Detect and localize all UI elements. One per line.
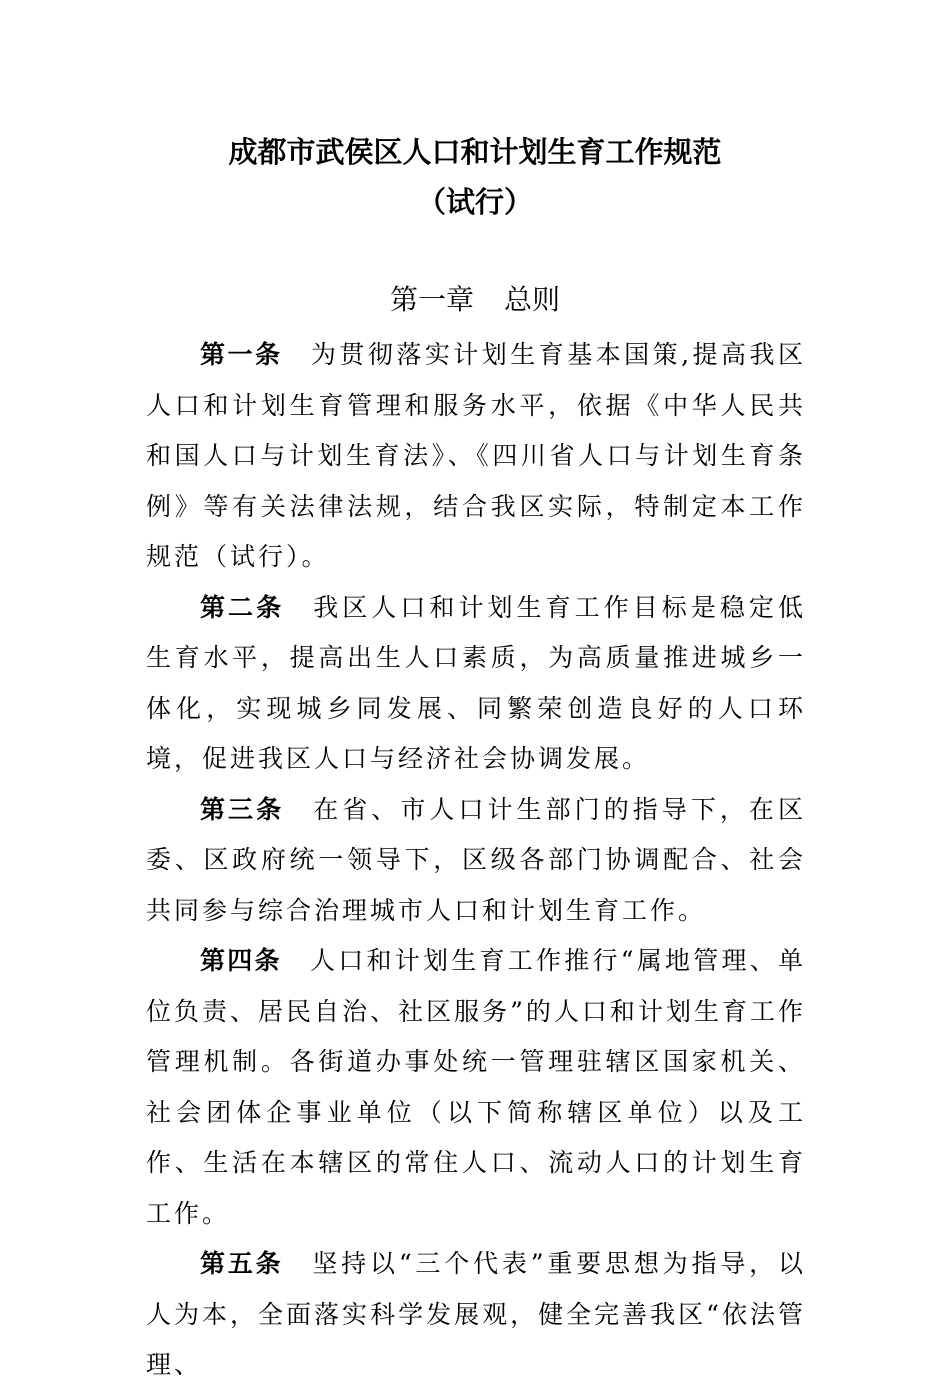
article-text: 为贯彻落实计划生育基本国策,提高我区人口和计划生育管理和服务水平，依据《中华人民共和国人口与计划生育法》、《四川省人口与计划生育条例》等有关法律法规，结合我区实际，特制定本工作规范（试行）。 <box>146 340 806 571</box>
article-4 <box>146 936 806 1239</box>
article-2 <box>146 583 806 785</box>
article-label: 第二条 <box>200 592 285 622</box>
article-label: 第四条 <box>200 946 282 975</box>
article-text: 坚持以“三个代表”重要思想为指导，以人为本，全面落实科学发展观，健全完善我区“依法管理、 <box>146 1249 806 1379</box>
article-5 <box>146 1239 806 1391</box>
chapter-name: 总则 <box>504 283 561 316</box>
article-1 <box>146 330 806 583</box>
article-text: 人口和计划生育工作推行“属地管理、单位负责、居民自治、社区服务”的人口和计划生育工作管理机制。各街道办事处统一管理驻辖区国家机关、社会团体企事业单位（以下简称辖区单位）以及工作、生活在本辖区的常住人口、流动人口的计划生育工作。 <box>146 946 806 1228</box>
document-title: 成都市武侯区人口和计划生育工作规范 <box>228 135 722 169</box>
chapter-number: 第一章 <box>389 283 474 316</box>
document-body <box>146 330 806 1391</box>
article-label: 第五条 <box>200 1249 284 1278</box>
article-3 <box>146 785 806 937</box>
article-text: 在省、市人口计生部门的指导下，在区委、区政府统一领导下，区级各部门协调配合、社会共同参与综合治理城市人口和计划生育工作。 <box>146 794 806 925</box>
chapter-heading <box>0 280 950 320</box>
article-label: 第三条 <box>200 794 285 824</box>
article-label: 第一条 <box>200 340 283 369</box>
article-text: 我区人口和计划生育工作目标是稳定低生育水平，提高出生人口素质，为高质量推进城乡一体化，实现城乡同发展、同繁荣创造良好的人口环境，促进我区人口与经济社会协调发展。 <box>146 592 806 773</box>
document-subtitle: （试行） <box>416 185 533 219</box>
